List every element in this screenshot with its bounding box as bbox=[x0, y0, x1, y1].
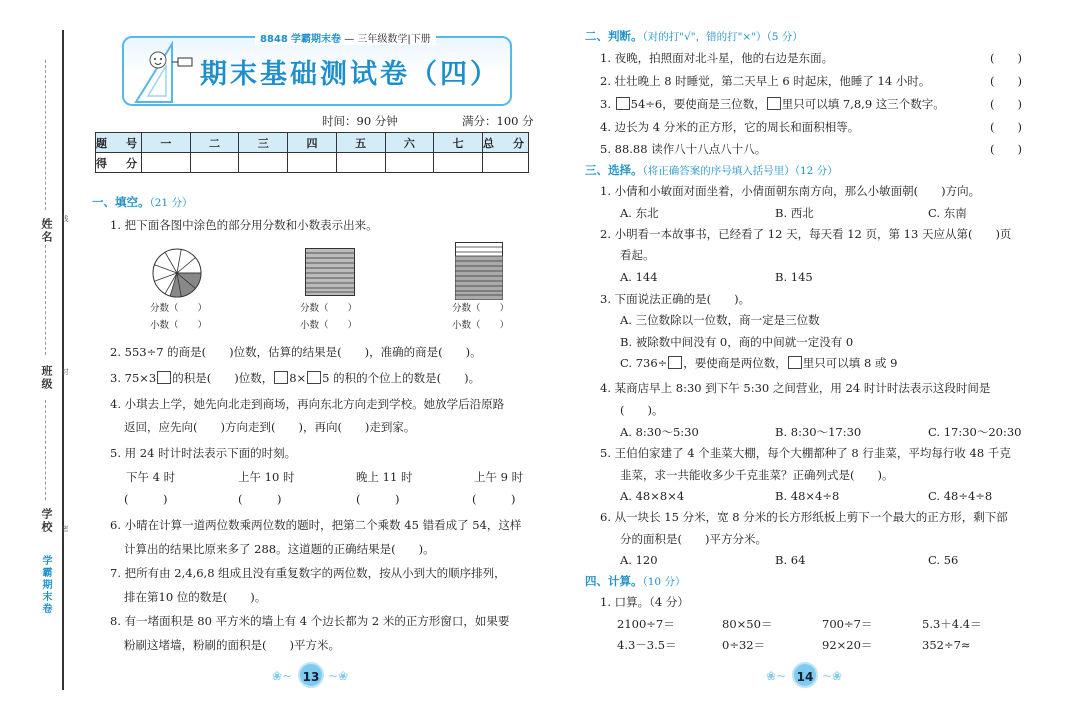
score-cell[interactable] bbox=[239, 153, 288, 173]
s1-q4-line2: 返回，应先向( )方向走到( )，再向( )走到家。 bbox=[124, 420, 416, 434]
answer-box[interactable] bbox=[616, 97, 630, 110]
ornament-left-icon: ❀~ bbox=[272, 669, 293, 683]
series-vertical-label: 学霸期末卷 bbox=[40, 555, 51, 615]
s1-q2: 2. 553÷7 的商是( )位数，估算的结果是( )，准确的商是( )。 bbox=[110, 345, 482, 359]
judge-answer-paren[interactable]: ( ) bbox=[990, 74, 1022, 88]
score-header-cell: 四 bbox=[288, 133, 337, 153]
choice-option[interactable]: B. 8:30～17:30 bbox=[775, 425, 862, 439]
answer-box[interactable] bbox=[274, 371, 288, 384]
s3-q3-c-part2: ，要使商是两位数， bbox=[683, 356, 787, 370]
pie-circle-figure bbox=[150, 246, 204, 300]
score-row-label: 得 分 bbox=[96, 153, 142, 173]
page-title: 期末基础测试卷（四） bbox=[200, 59, 500, 90]
score-header-cell: 六 bbox=[385, 133, 434, 153]
s1-q6-line2: 计算出的结果比原来多了 288。这道题的正确结果是( )。 bbox=[124, 542, 435, 556]
s1-q4-line1: 4. 小琪去上学，她先向北走到商场，再向东北方向走到学校。她放学后沿原路 bbox=[110, 397, 505, 411]
fraction-answer-3[interactable]: 分数（ ） bbox=[452, 303, 510, 314]
choice-option[interactable]: C. 56 bbox=[928, 553, 959, 567]
ruler-mascot-illustration bbox=[128, 38, 198, 108]
choice-option[interactable]: A. 144 bbox=[620, 270, 658, 284]
answer-box[interactable] bbox=[767, 97, 781, 110]
s1-q6-line1: 6. 小晴在计算一道两位数乘两位数的题时，把第二个乘数 45 错看成了 54，这样 bbox=[110, 518, 522, 532]
s3-q5-line1: 5. 王伯伯家建了 4 个韭菜大棚，每个大棚都种了 8 行韭菜，平均每行收 48 千克 bbox=[600, 446, 1011, 460]
score-cell[interactable] bbox=[288, 153, 337, 173]
section4-points: （10 分） bbox=[642, 576, 686, 588]
s1-q7-line2: 排在第10 位的数是( )。 bbox=[124, 590, 267, 604]
choice-option[interactable]: A. 东北 bbox=[620, 206, 659, 220]
calc-item[interactable]: 0÷32＝ bbox=[722, 638, 766, 652]
cut-mark-seal: 封 bbox=[61, 368, 69, 375]
choice-option[interactable]: A. 8:30～5:30 bbox=[620, 425, 699, 439]
page-number-left: 13 bbox=[298, 662, 324, 688]
choice-option[interactable]: B. 48×4÷8 bbox=[775, 489, 840, 503]
striped-rectangle-figure-b bbox=[455, 242, 503, 300]
s3-q6-line1: 6. 从一块长 15 分米，宽 8 分米的长方形纸板上剪下一个最大的正方形，剩下部 bbox=[600, 510, 1008, 524]
section3-title-text: 三、选择。 bbox=[585, 163, 643, 177]
calc-item[interactable]: 80×50＝ bbox=[722, 617, 773, 631]
calc-item[interactable]: 352÷7≈ bbox=[922, 638, 971, 652]
name-label: 姓名 bbox=[40, 218, 53, 244]
section4-title-text: 四、计算。 bbox=[585, 574, 643, 588]
section2-title-text: 二、判断。 bbox=[585, 29, 643, 43]
s3-q3-c-part3: 里只可以填 8 或 9 bbox=[802, 356, 898, 370]
series-name: 学霸期末卷 bbox=[291, 34, 342, 45]
decimal-answer-1[interactable]: 小数（ ） bbox=[150, 320, 208, 331]
s1-q3 bbox=[110, 371, 480, 385]
s1-q5: 5. 用 24 时计时法表示下面的时刻。 bbox=[110, 446, 297, 460]
s2-item3-part-a: 3. bbox=[600, 97, 611, 111]
score-header-cell: 二 bbox=[190, 133, 239, 153]
s1-q1: 1. 把下面各图中涂色的部分用分数和小数表示出来。 bbox=[110, 218, 378, 232]
judge-answer-paren[interactable]: ( ) bbox=[990, 120, 1022, 134]
choice-option[interactable]: C. 东南 bbox=[928, 206, 967, 220]
ornament-left-icon: ❀~ bbox=[766, 669, 787, 683]
answer-box[interactable] bbox=[307, 371, 321, 384]
choice-option[interactable]: A. 三位数除以一位数，商一定是三位数 bbox=[620, 313, 820, 327]
s3-q1: 1. 小倩和小敏面对面坐着，小倩面朝东南方向，那么小敏面朝( )方向。 bbox=[600, 184, 981, 198]
s2-item4: 4. 边长为 4 分米的正方形，它的周长和面积相等。 bbox=[600, 120, 860, 134]
s3-q4-line1: 4. 某商店早上 8:30 到下午 5:30 之间营业，用 24 时计时法表示这段时间是 bbox=[600, 381, 991, 395]
binding-line bbox=[62, 30, 64, 690]
time-answer-blank[interactable]: ( ) bbox=[124, 492, 168, 506]
calc-item[interactable]: 5.3＋4.4＝ bbox=[922, 617, 982, 631]
class-label: 班级 bbox=[40, 365, 53, 391]
s1-q3-part-d: 5 的积的个位上的数是( )。 bbox=[322, 371, 481, 385]
brand-number: 8848 bbox=[260, 34, 288, 45]
section3-title bbox=[585, 162, 838, 178]
decimal-answer-3[interactable]: 小数（ ） bbox=[452, 320, 510, 331]
school-blank-line bbox=[45, 400, 46, 500]
section4-title bbox=[585, 573, 685, 589]
s3-q6-line2: 分的面积是( )平方分米。 bbox=[620, 532, 767, 546]
cut-mark-line: 线 bbox=[61, 215, 69, 222]
section3-points: （将正确答案的序号填入括号里）（12 分） bbox=[642, 165, 838, 177]
score-cell[interactable] bbox=[483, 153, 529, 173]
score-table-score-row bbox=[96, 153, 529, 173]
score-cell[interactable] bbox=[190, 153, 239, 173]
full-score: 满分：100 分 bbox=[462, 114, 534, 128]
s2-item2: 2. 壮壮晚上 8 时睡觉，第二天早上 6 时起床，他睡了 14 小时。 bbox=[600, 74, 931, 88]
choice-option[interactable]: A. 48×8×4 bbox=[620, 489, 685, 503]
score-cell[interactable] bbox=[142, 153, 191, 173]
score-table-header-row bbox=[96, 133, 529, 153]
s3-q3-c-part1: C. 736÷ bbox=[620, 356, 668, 370]
time-item: 晚上 11 时 bbox=[356, 470, 413, 484]
time-answer-blank[interactable]: ( ) bbox=[356, 492, 400, 506]
class-blank-line bbox=[45, 245, 46, 355]
score-header-cell: 题 号 bbox=[96, 133, 142, 153]
s1-q3-part-c: 8× bbox=[289, 371, 307, 385]
score-cell[interactable] bbox=[385, 153, 434, 173]
choice-option[interactable] bbox=[620, 356, 897, 370]
time-item: 上午 9 时 bbox=[474, 470, 524, 484]
series-tag: 8848 学霸期末卷 — 三年级数学|下册 bbox=[255, 30, 436, 45]
s3-q3: 3. 下面说法正确的是( )。 bbox=[600, 292, 751, 306]
calc-item[interactable]: 2100÷7＝ bbox=[617, 617, 675, 631]
s3-q2-line2: 看起。 bbox=[620, 248, 655, 262]
section2-title bbox=[585, 28, 803, 44]
choice-option[interactable]: C. 17:30～20:30 bbox=[928, 425, 1022, 439]
name-blank-line bbox=[45, 60, 46, 210]
choice-option[interactable]: A. 120 bbox=[620, 553, 658, 567]
s3-q4-line2: ( )。 bbox=[620, 403, 664, 417]
choice-option[interactable]: B. 西北 bbox=[775, 206, 814, 220]
time-item: 下午 4 时 bbox=[126, 470, 176, 484]
section1-title bbox=[92, 194, 192, 210]
s1-q3-part-b: 的积是( )位数， bbox=[172, 371, 274, 385]
calc-item[interactable]: 700÷7＝ bbox=[822, 617, 873, 631]
fraction-answer-2[interactable]: 分数（ ） bbox=[300, 303, 358, 314]
calc-item[interactable]: 4.3－3.5＝ bbox=[617, 638, 677, 652]
time-item: 上午 10 时 bbox=[238, 470, 295, 484]
s3-q5-line2: 韭菜，求一共能收多少千克韭菜？正确列式是( )。 bbox=[620, 468, 894, 482]
fraction-answer-1[interactable]: 分数（ ） bbox=[150, 303, 208, 314]
s2-item5: 5. 88.88 读作八十八点八十八。 bbox=[600, 142, 767, 156]
s4-sub1: 1. 口算。（4 分） bbox=[600, 595, 689, 609]
time-answer-blank[interactable]: ( ) bbox=[472, 492, 516, 506]
score-cell[interactable] bbox=[336, 153, 385, 173]
cut-mark-secret: 密 bbox=[61, 525, 69, 532]
answer-box[interactable] bbox=[157, 371, 171, 384]
score-header-cell: 总 分 bbox=[483, 133, 529, 153]
choice-option[interactable]: B. 被除数中间没有 0，商的中间就一定没有 0 bbox=[620, 335, 854, 349]
s1-q8-line1: 8. 有一堵面积是 80 平方米的墙上有 4 个边长都为 2 米的正方形窗口，如果要 bbox=[110, 614, 510, 628]
score-table bbox=[95, 132, 529, 173]
score-cell[interactable] bbox=[434, 153, 483, 173]
s2-item3-part-c: 里只可以填 7,8,9 这三个数字。 bbox=[781, 97, 945, 111]
s2-item1: 1. 夜晚，拍照面对北斗星，他的右边是东面。 bbox=[600, 51, 834, 65]
page-number-right: 14 bbox=[792, 662, 818, 688]
section1-title-text: 一、填空。 bbox=[92, 195, 150, 209]
score-header-cell: 五 bbox=[336, 133, 385, 153]
school-label: 学校 bbox=[40, 508, 53, 534]
choice-option[interactable]: C. 48÷4÷8 bbox=[928, 489, 993, 503]
ornament-right-icon: ~❀ bbox=[328, 669, 349, 683]
choice-option[interactable]: B. 145 bbox=[775, 270, 813, 284]
judge-answer-paren[interactable]: ( ) bbox=[990, 51, 1022, 65]
s2-item3 bbox=[600, 97, 945, 111]
score-header-cell: 七 bbox=[434, 133, 483, 153]
choice-option[interactable]: B. 64 bbox=[775, 553, 806, 567]
judge-answer-paren[interactable]: ( ) bbox=[990, 97, 1022, 111]
judge-answer-paren[interactable]: ( ) bbox=[990, 142, 1022, 156]
decimal-answer-2[interactable]: 小数（ ） bbox=[300, 320, 358, 331]
score-header-cell: 三 bbox=[239, 133, 288, 153]
answer-box[interactable] bbox=[668, 356, 682, 369]
s2-item3-part-b: 54÷6，要使商是三位数， bbox=[630, 97, 766, 111]
striped-rectangle-figure-a bbox=[305, 248, 355, 296]
section2-points: （对的打"√"，错的打"×"）（5 分） bbox=[642, 31, 803, 43]
volume: 下册 bbox=[410, 34, 431, 45]
s1-q7-line1: 7. 把所有由 2,4,6,8 组成且没有重复数字的两位数，按从小到大的顺序排列， bbox=[110, 566, 506, 580]
section1-points: （21 分） bbox=[149, 197, 193, 209]
ornament-right-icon: ~❀ bbox=[822, 669, 843, 683]
grade-subject: 三年级数学 bbox=[357, 34, 408, 45]
calc-item[interactable]: 92×20＝ bbox=[822, 638, 873, 652]
time-answer-blank[interactable]: ( ) bbox=[238, 492, 282, 506]
score-header-cell: 一 bbox=[142, 133, 191, 153]
exam-time: 时间：90 分钟 bbox=[322, 114, 398, 128]
answer-box[interactable] bbox=[788, 356, 802, 369]
s3-q2-line1: 2. 小明看一本故事书，已经看了 12 天，每天看 12 页，第 13 天应从第( )页 bbox=[600, 227, 1012, 241]
s1-q3-part-a: 3. 75×3 bbox=[110, 371, 157, 385]
s1-q8-line2: 粉刷这堵墙，粉刷的面积是( )平方米。 bbox=[124, 638, 340, 652]
